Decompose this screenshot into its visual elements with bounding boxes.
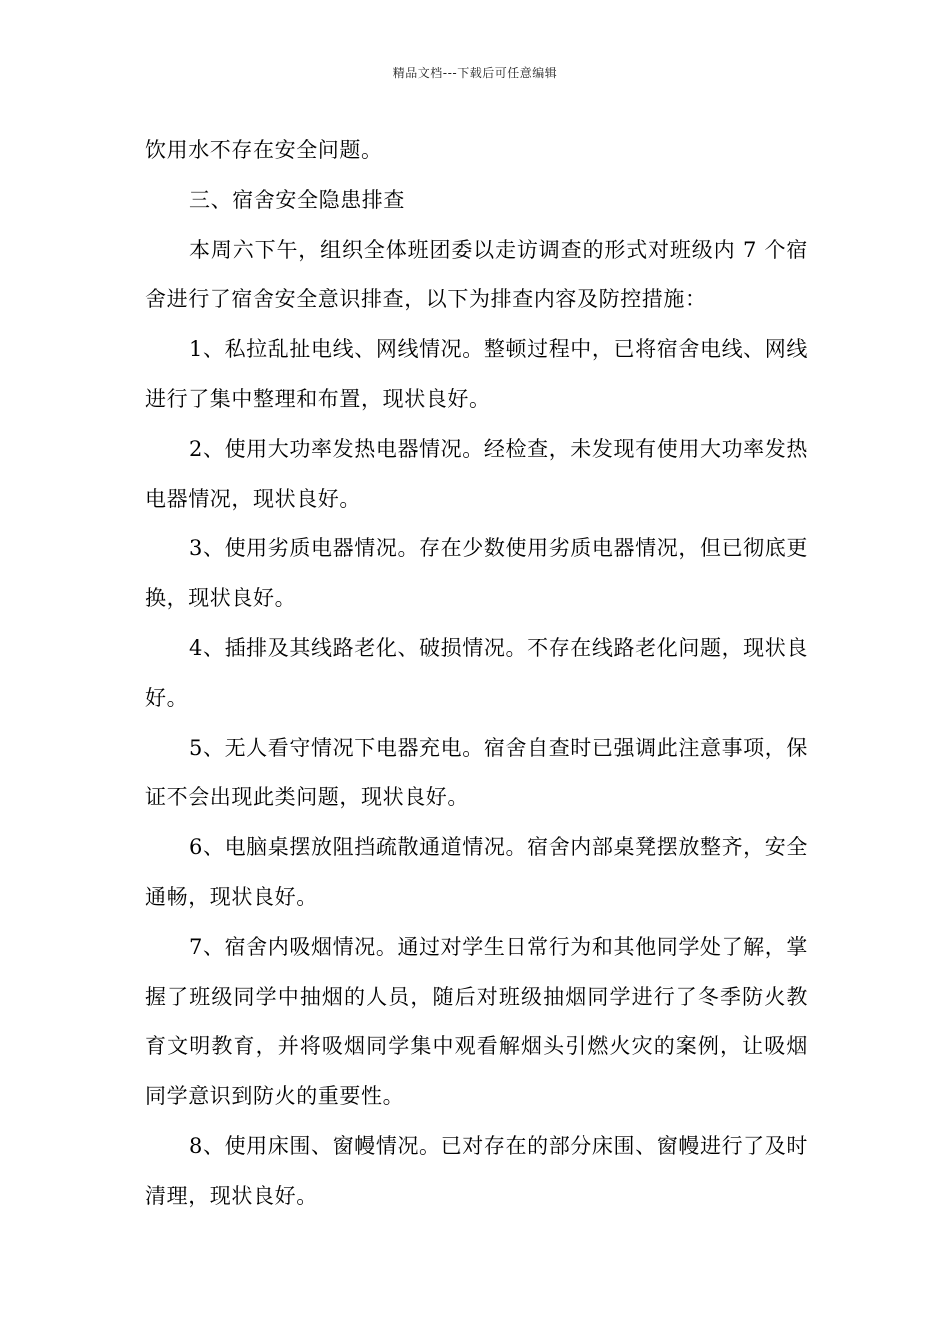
list-item: 5、无人看守情况下电器充电。宿舍自查时已强调此注意事项，保证不会出现此类问题，现状良好。 — [145, 735, 808, 810]
list-item: 6、电脑桌摆放阻挡疏散通道情况。宿舍内部桌凳摆放整齐，安全通畅，现状良好。 — [145, 835, 808, 909]
list-item: 7、宿舍内吸烟情况。通过对学生日常行为和其他同学处了解，掌握了班级同学中抽烟的人员，随后对班级抽烟同学进行了冬季防火教育文明教育，并将吸烟同学集中观看解烟头引燃火灾的案例，让吸烟同学意识到防火的重要性。 — [145, 934, 808, 1109]
section-heading: 三、宿舍安全隐患排查 — [189, 187, 405, 212]
page-header: 精品文档---下载后可任意编辑 — [392, 66, 558, 80]
list-item: 3、使用劣质电器情况。存在少数使用劣质电器情况，但已彻底更换，现状良好。 — [145, 536, 808, 611]
paragraph-intro: 本周六下午，组织全体班团委以走访调查的形式对班级内 7 个宿舍进行了宿舍安全意识排查，以下为排查内容及防控措施： — [145, 237, 808, 312]
list-item: 8、使用床围、窗幔情况。已对存在的部分床围、窗幔进行了及时清理，现状良好。 — [145, 1133, 808, 1208]
paragraph-continuation: 饮用水不存在安全问题。 — [145, 138, 383, 162]
list-item: 4、插排及其线路老化、破损情况。不存在线路老化问题，现状良好。 — [145, 635, 808, 710]
list-item: 2、使用大功率发热电器情况。经检查，未发现有使用大功率发热电器情况，现状良好。 — [145, 436, 808, 511]
document-body — [145, 126, 808, 1222]
list-item: 1、私拉乱扯电线、网线情况。整顿过程中，已将宿舍电线、网线进行了集中整理和布置，现状良好。 — [145, 337, 808, 411]
